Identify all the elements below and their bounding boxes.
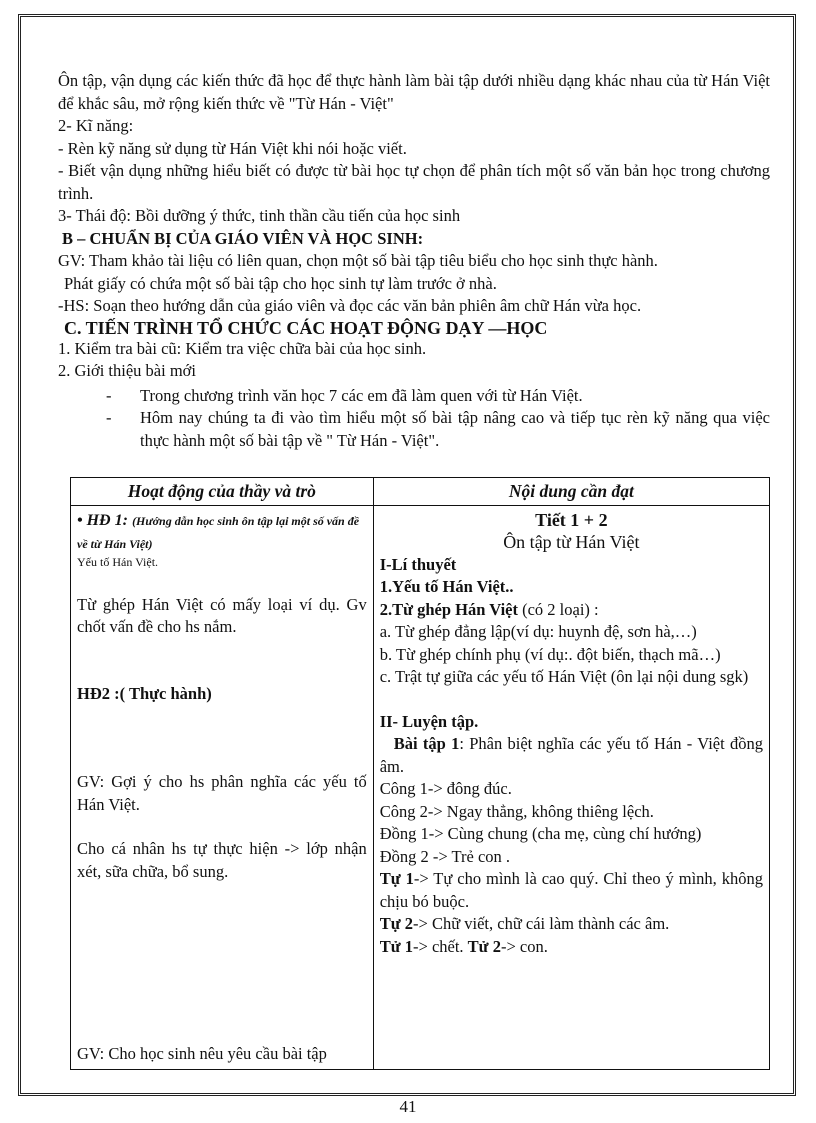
step-2: 2. Giới thiệu bài mới: [58, 361, 196, 380]
answer-text: -> Tự cho mình là cao quý. Chỉ theo ý mình, không chịu bó buộc.: [379, 869, 763, 911]
answer-text: -> con.: [500, 936, 548, 956]
teacher-activity-column: [71, 505, 374, 1069]
skills-heading: 2- Kĩ năng:: [58, 116, 134, 135]
list-item: - Trong chương trình văn học 7 các em đã làm quen với từ Hán Việt.: [106, 385, 770, 408]
theory-item: a. Từ ghép đẳng lập(ví dụ: huynh đệ, sơn hà,…): [379, 622, 697, 641]
answer-label: Tự 2: [379, 914, 414, 933]
exercise-1: [380, 733, 763, 778]
theory-item: 1.Yếu tố Hán Việt..: [379, 577, 514, 596]
answer-item: Đồng 2 -> Trẻ con .: [379, 846, 511, 866]
answer-label: Tử 1: [379, 936, 414, 956]
tu-ghep-label: 2.Từ ghép Hán Việt: [379, 599, 518, 619]
answer-item: Đồng 1-> Cùng chung (cha mẹ, cùng chí hướng): [379, 824, 702, 843]
answer-item: Công 1-> đông đúc.: [379, 779, 512, 798]
theory-heading: I-Lí thuyết: [379, 554, 457, 574]
section-c-heading: C. TIẾN TRÌNH TỔ CHỨC CÁC HOẠT ĐỘNG DẠY —HỌC: [64, 317, 548, 338]
lesson-table: [70, 477, 770, 1070]
header-right: Nội dung cần đạt: [373, 478, 769, 506]
answer-item: [380, 913, 763, 936]
attitude-text: 3- Thái độ: Bồi dưỡng ý thức, tinh thần cầu tiến của học sinh: [58, 206, 461, 225]
exercise-1-text: : Phân biệt nghĩa các yếu tố Hán - Việt đồng âm.: [379, 734, 763, 776]
answer-item: [380, 936, 763, 959]
answer-item: Công 2-> Ngay thẳng, không thiêng lệch.: [379, 801, 654, 821]
tu-ghep-rest: (có 2 loại) :: [517, 599, 599, 619]
page-number: 41: [399, 1097, 417, 1116]
table-header-row: [71, 478, 770, 506]
objective-text: Ôn tập, vận dụng các kiến thức đã học để thực hành làm bài tập dưới nhiều dạng khác nhau của từ Hán Việt để khắc sâu, mở rộng kiến thức về "Từ Hán - Việt": [58, 71, 770, 113]
theory-item: [380, 599, 763, 622]
section-b-gv: GV: Tham khảo tài liệu có liên quan, chọn một số bài tập tiêu biểu cho học sinh thực hành.: [58, 251, 658, 270]
theory-item: b. Từ ghép chính phụ (ví dụ:. đột biến, thạch mã…): [379, 644, 721, 664]
skill-item: - Rèn kỹ năng sử dụng từ Hán Việt khi nói hoặc viết.: [58, 138, 407, 158]
gv-hint: GV: Gợi ý cho hs phân nghĩa các yếu tố Hán Việt.: [77, 772, 367, 814]
individual-task: Cho cá nhân hs tự thực hiện -> lớp nhận xét, sữa chữa, bổ sung.: [77, 839, 367, 881]
section-b-hs: -HS: Soạn theo hướng dẫn của giáo viên và đọc các văn bản phiên âm chữ Hán vừa học.: [58, 296, 642, 315]
answer-text: -> chết.: [413, 936, 464, 956]
gv-last: GV: Cho học sinh nêu yêu cầu bài tập: [77, 1044, 327, 1063]
answer-item: [380, 868, 763, 913]
yeu-to-label: Yếu tố Hán Việt.: [77, 554, 159, 569]
answer-text: -> Chữ viết, chữ cái làm thành các âm.: [413, 914, 670, 933]
lesson-number: Tiết 1 + 2: [535, 509, 608, 530]
answer-label: Tự 1: [379, 869, 414, 888]
hd1-desc: (Hướng dẫn học sinh ôn tập lại một số vấn đề về từ Hán Việt): [77, 513, 360, 551]
exercise-1-label: Bài tập 1: [393, 734, 460, 753]
skill-item: - Biết vận dụng những hiểu biết có được từ bài học tự chọn để phân tích một số văn bản học trong chương trình.: [58, 161, 770, 203]
header-left: Hoạt động của thầy và trò: [71, 478, 374, 506]
hd1-block: [77, 509, 367, 555]
content-column: [373, 505, 769, 1069]
practice-heading: II- Luyện tập.: [379, 711, 479, 731]
theory-item: c. Trật tự giữa các yếu tố Hán Việt (ôn lại nội dung sgk): [379, 667, 749, 686]
lesson-title: Ôn tập từ Hán Việt: [503, 532, 640, 552]
document-body: [58, 70, 770, 452]
section-b-paper: Phát giấy có chứa một số bài tập cho học sinh tự làm trước ở nhà.: [64, 273, 497, 293]
list-item: - Hôm nay chúng ta đi vào tìm hiểu một số bài tập nâng cao và tiếp tục rèn kỹ năng qua việc thực hành một số bài tập về " Từ Hán - Việt".: [106, 407, 770, 452]
section-b-heading: B – CHUẨN BỊ CỦA GIÁO VIÊN VÀ HỌC SINH:: [62, 228, 424, 248]
table-row: [71, 505, 770, 1069]
hd1-title: • HĐ 1:: [77, 511, 128, 529]
question-text: Từ ghép Hán Việt có mấy loại ví dụ. Gv chốt vấn đề cho hs nắm.: [77, 594, 367, 636]
answer-label: Tử 2: [467, 936, 501, 956]
intro-bullets: [106, 385, 770, 453]
step-1: 1. Kiểm tra bài cũ: Kiểm tra việc chữa bài của học sinh.: [58, 338, 427, 358]
hd2-title: HĐ2 :( Thực hành): [77, 683, 212, 703]
